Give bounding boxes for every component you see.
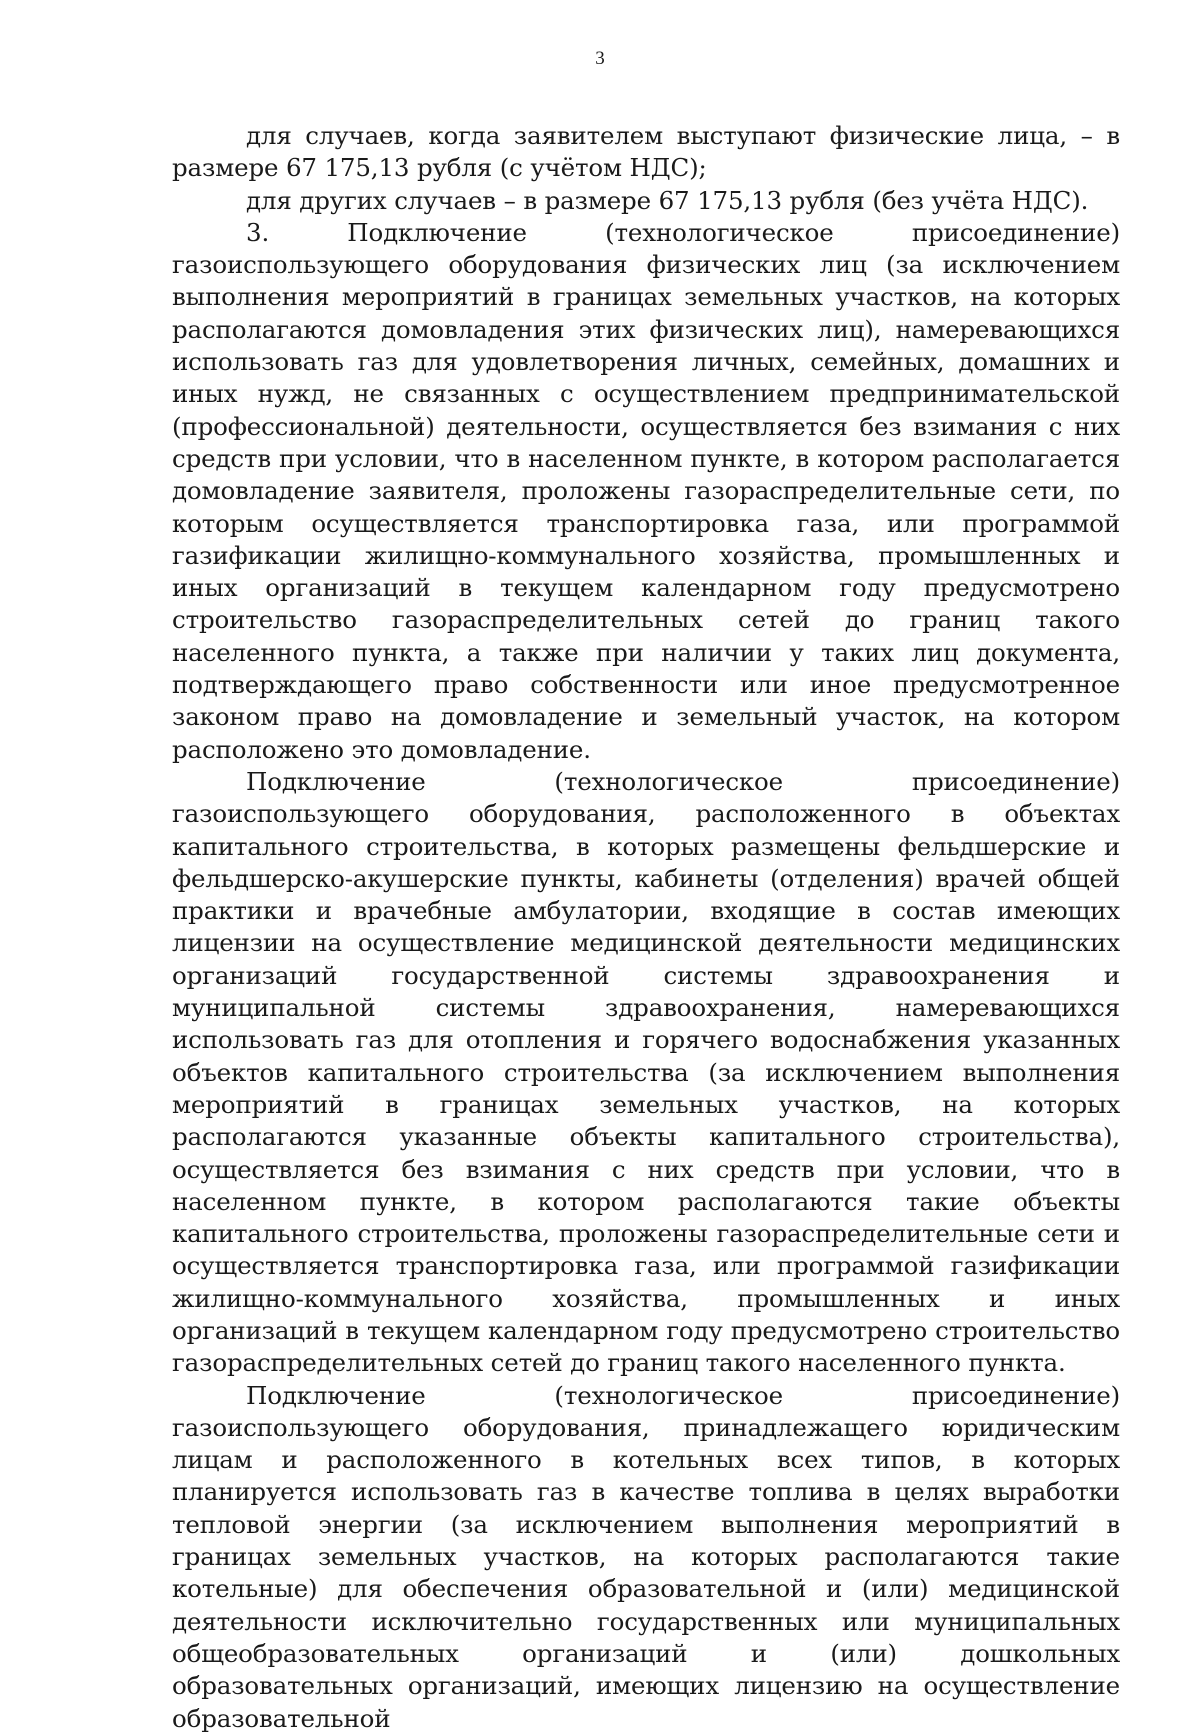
- paragraph-clause-3: 3. Подключение (технологическое присоединение) газоиспользующего оборудования физических лиц (за исключением выполнения мероприятий в границах земельных участков, на которых располагаются домовладения этих физических лиц), намеревающихся использовать газ для удовлетворения личных, семейных, домашних и иных нужд, не связанных с осуществлением предпринимательской (профессиональной) деятельности, осуществляется без взимания с них средств при условии, что в населенном пункте, в котором располагается домовладение заявителя, проложены газораспределительные сети, по которым осуществляется транспортировка газа, или программой газификации жилищно-коммунального хозяйства, промышленных и иных организаций в текущем календарном году предусмотрено строительство газораспределительных сетей до границ такого населенного пункта, а также при наличии у таких лиц документа, подтверждающего право собственности или иное предусмотренное законом право на домовладение и земельный участок, на котором расположено это домовладение.: [172, 217, 1120, 764]
- document-body: [172, 120, 1120, 1735]
- paragraph-boiler-houses: Подключение (технологическое присоединение) газоиспользующего оборудования, принадлежащего юридическим лицам и расположенного в котельных всех типов, в которых планируется использовать газ в качестве топлива в целях выработки тепловой энергии (за исключением выполнения мероприятий в границах земельных участков, на которых располагаются такие котельные) для обеспечения образовательной и (или) медицинской деятельности исключительно государственных или муниципальных общеобразовательных организаций и (или) дошкольных образовательных организаций, имеющих лицензию на осуществление образовательной: [172, 1380, 1120, 1733]
- paragraph-medical-facilities: Подключение (технологическое присоединение) газоиспользующего оборудования, расположенного в объектах капитального строительства, в которых размещены фельдшерские и фельдшерско-акушерские пункты, кабинеты (отделения) врачей общей практики и врачебные амбулатории, входящие в состав имеющих лицензии на осуществление медицинской деятельности медицинских организаций государственной системы здравоохранения и муниципальной системы здравоохранения, намеревающихся использовать газ для отопления и горячего водоснабжения указанных объектов капитального строительства (за исключением выполнения мероприятий в границах земельных участков, на которых располагаются указанные объекты капитального строительства), осуществляется без взимания с них средств при условии, что в населенном пункте, в котором располагаются такие объекты капитального строительства, проложены газораспределительные сети и осуществляется транспортировка газа, или программой газификации жилищно-коммунального хозяйства, промышленных и иных организаций в текущем календарном году предусмотрено строительство газораспределительных сетей до границ такого населенного пункта.: [172, 766, 1120, 1378]
- paragraph-fee-individuals: для случаев, когда заявителем выступают физические лица, – в размере 67 175,13 рубля (с учётом НДС);: [172, 121, 1120, 183]
- paragraph-fee-other: для других случаев – в размере 67 175,13 рубля (без учёта НДС).: [246, 185, 1089, 215]
- page-number: 3: [595, 48, 605, 69]
